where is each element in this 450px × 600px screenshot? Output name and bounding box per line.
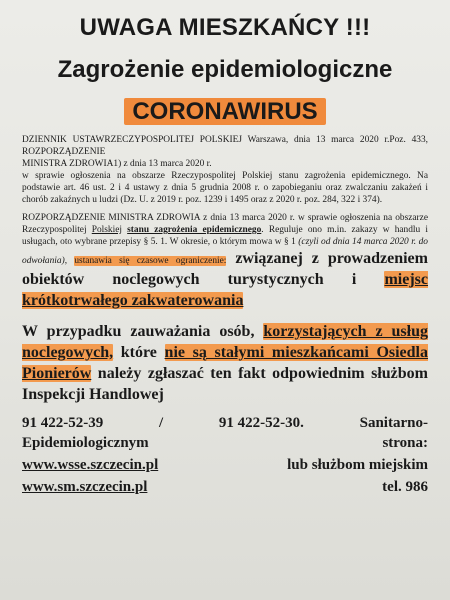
para2-e: . Reguluje ono m.in. zakazy w handlu i usługach, oto wybrane przepisy § 5. 1. W okresie, o którym mowa w § 1 xyxy=(22,225,428,247)
banner-heading xyxy=(18,98,432,126)
big1-c: miejsc krótkotrwałego zakwaterowania xyxy=(22,271,428,309)
para1-a: DZIENNIK USTAWRZECZYPOSPOLITEJ POLSKIEJ Warszawa, dnia 13 marca 2020 r.Poz. 433, ROZPORZĄDZENIE xyxy=(22,135,428,157)
para2-g: , xyxy=(64,256,75,266)
para2-d: stanu zagrożenia epidemicznego xyxy=(127,225,262,235)
website-label: strona: xyxy=(382,435,428,451)
notice-subtitle: Zagrożenie epidemiologiczne xyxy=(57,56,393,83)
big1-a: ustanawia się czasowe ograniczenie: xyxy=(74,256,227,266)
big2-b: korzystających z usług noclegowych, xyxy=(22,323,428,361)
legal-paragraph-2 xyxy=(22,212,428,311)
banner-text: CORONAWIRUS xyxy=(124,98,325,125)
phone-2: 91 422-52-30. xyxy=(218,415,304,431)
sanitary-word: Sanitarno- xyxy=(359,415,428,431)
para1-b: MINISTRA ZDROWIA1) z dnia 13 marca 2020 r. xyxy=(22,159,212,169)
contact-row-3 xyxy=(22,454,428,476)
contact-row-2 xyxy=(22,432,428,454)
sm-link[interactable]: www.sm.szczecin.pl xyxy=(22,479,148,495)
big2-c: które xyxy=(113,344,165,361)
big2-d: nie są stałymi mieszkańcami Osiedla Pionierów xyxy=(22,344,429,382)
city-phone: tel. 986 xyxy=(382,479,428,495)
legal-paragraph-1 xyxy=(22,134,428,206)
wsse-link[interactable]: www.wsse.szczecin.pl xyxy=(22,457,159,473)
epidemiology-word: Epidemiologicznym xyxy=(22,435,149,451)
contact-row-4 xyxy=(22,476,428,498)
report-paragraph xyxy=(22,321,428,405)
city-services-text: lub służbom miejskim xyxy=(287,457,428,473)
phone-row xyxy=(22,415,428,432)
para2-f: (czyli od dnia 14 marca 2020 r. do odwołania) xyxy=(22,237,428,266)
big1-b: związanej z prowadzeniem obiektów noclegowych turystycznych i xyxy=(22,250,428,288)
para2-b: Polskiej xyxy=(91,225,122,235)
para2-a: ROZPORZĄDZENIE MINISTRA ZDROWIA z dnia 13 marca 2020 r. w sprawie ogłoszenia na obszarze Rzeczypospolitej xyxy=(22,213,428,235)
big2-e: należy zgłaszać ten fakt odpowiednim służbom Inspekcji Handlowej xyxy=(22,365,428,403)
big2-a: W przypadku zauważania osób, xyxy=(22,323,264,340)
phone-separator: / xyxy=(158,415,164,431)
para1-c: w sprawie ogłoszenia na obszarze Rzeczypospolitej Polskiej stanu zagrożenia epidemicznego. Na podstawie art. 46 ust. 2 i 4 ustawy z dnia 5 grudnia 2008 r. o zapobieganiu oraz zwalczaniu zakażeń i chorób zakaźnych u ludzi (Dz. U. z 2019 r. poz. 1239 i 1495 oraz z 2020 r. poz. 284, 322 i 374). xyxy=(22,171,428,205)
phone-1: 91 422-52-39 xyxy=(22,415,104,431)
notice-title: UWAGA MIESZKAŃCY !!! xyxy=(79,14,371,41)
